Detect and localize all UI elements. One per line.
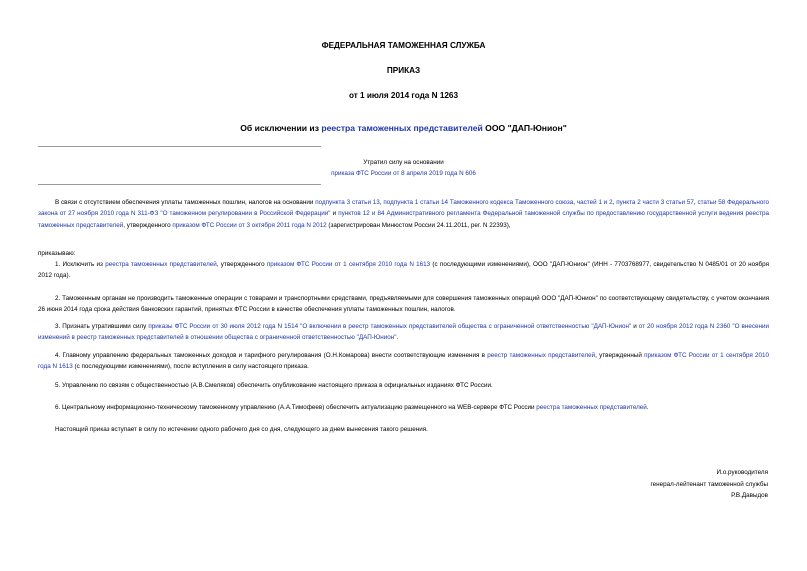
item-text: (с последующими изменениями), после вступления в силу настоящего приказа.	[72, 363, 309, 371]
registry-link[interactable]: реестра таможенных представителей	[536, 404, 647, 411]
signatory-position: И.о.руководителя	[716, 469, 768, 476]
order-link[interactable]: приказом ФТС России от 1 сентября 2010 года N 1613	[266, 261, 431, 268]
item-text: 4. Главному управлению федеральных таможенных доходов и тарифного регулирования (О.Н.Комарова) внести соответствующие изменения в	[55, 352, 488, 359]
divider-top	[38, 146, 321, 147]
item-text: , утвержденный	[595, 352, 645, 359]
intro-paragraph	[38, 197, 769, 231]
status-note	[38, 157, 769, 179]
item-2	[38, 293, 769, 316]
item-text: .	[646, 404, 649, 411]
intro-text: и	[330, 210, 339, 218]
status-note-text: Утратил силу на основании	[363, 159, 444, 166]
signatory-name: Р.В.Давыдов	[731, 492, 768, 499]
item-text: .	[396, 334, 399, 342]
intro-text: ,	[379, 199, 384, 206]
law-link[interactable]: частей 1 и 2	[576, 199, 613, 206]
item-5	[38, 380, 769, 391]
order-link[interactable]: приказом ФТС России от 3 октября 2011 года N 2012	[172, 221, 327, 229]
intro-text: ,	[573, 199, 577, 206]
document-title	[0, 123, 807, 133]
document-type-heading: ПРИКАЗ	[386, 66, 421, 75]
intro-text: (зарегистрирован Минюстом России 24.11.2011, рег. N 22393),	[326, 221, 511, 229]
law-link[interactable]: подпункта 1 статьи 14 Таможенного кодекса Таможенного союза	[383, 199, 574, 206]
law-link[interactable]: статьи 58 Федерального закона от 27 ноября 2010 года N 311-ФЗ "О таможенном регулировании в Российской Федерации"	[38, 199, 770, 218]
signature-block	[560, 467, 768, 502]
item-1	[38, 259, 769, 282]
regulation-link[interactable]: пунктов 12 и 84 Административного регламента Федеральной таможенной службы по предоставлению государственной услуги ведения реестра таможенных представителей	[38, 210, 769, 229]
signatory-rank: генерал-лейтенант таможенной службы	[650, 480, 768, 488]
registry-link[interactable]: реестра таможенных представителей	[105, 261, 217, 268]
item-text: 1. Исключить из	[55, 261, 106, 268]
item-7	[38, 424, 769, 435]
item-3	[38, 321, 769, 344]
law-link[interactable]: пункта 2 части 3 статьи 57	[616, 199, 694, 206]
intro-text: ,	[612, 199, 617, 206]
agency-heading: ФЕДЕРАЛЬНАЯ ТАМОЖЕННАЯ СЛУЖБА	[321, 41, 486, 50]
intro-text: , утвержденного	[123, 221, 173, 229]
item-4	[38, 350, 769, 373]
order-word: приказываю:	[38, 250, 76, 257]
item-text: Настоящий приказ вступает в силу по истечении одного рабочего дня со дня, следующего за днем вынесения такого решения.	[55, 426, 428, 433]
title-suffix: ООО "ДАП-Юнион"	[482, 123, 567, 133]
order-link[interactable]: приказы ФТС России от 30 июля 2012 года N 1514 "О включении в реестр таможенных представителей общества с ограниченной ответственностью "ДАП-Юнион"	[148, 323, 632, 330]
item-text: (с последующими изменениями), ООО "ДАП-Юнион" (ИНН - 7703768977, свидетельство N 0485/01 от 20 ноября 2012 года).	[38, 261, 769, 280]
order-link[interactable]: приказом ФТС России от 1 сентября 2010 года N 1613	[38, 352, 769, 371]
registry-link[interactable]: реестр таможенных представителей	[487, 352, 596, 359]
law-link[interactable]: подпункта 3 статьи 13	[315, 199, 380, 206]
intro-text: В связи с отсутствием обеспечения уплаты таможенных пошлин, налогов на основании	[55, 199, 316, 206]
item-6	[38, 402, 769, 413]
item-text: 5. Управлению по связям с общественностью (А.В.Смеляков) обеспечить опубликование настоящего приказа в официальных изданиях ФТС России.	[55, 382, 493, 389]
title-prefix: Об исключении из	[240, 123, 322, 133]
item-text: 6. Центральному информационно-техническому таможенному управлению (А.А.Тимофеев) обеспечить актуализацию размещенного на WEB-сервере ФТС России	[55, 404, 537, 411]
item-text: и	[631, 323, 639, 330]
intro-text: ,	[693, 199, 698, 206]
divider-bottom	[38, 184, 321, 185]
status-cancel-order-link[interactable]: приказа ФТС России от 8 апреля 2019 года N 606	[331, 170, 476, 177]
item-text: , утвержденного	[216, 261, 267, 268]
document-date-number: от 1 июля 2014 года N 1263	[348, 91, 459, 100]
title-registry-link[interactable]: реестра таможенных представителей	[321, 123, 483, 133]
item-text: 3. Признать утратившими силу	[55, 323, 149, 330]
item-text: 2. Таможенным органам не производить таможенные операции с товарами и транспортными средствами, предъявляемыми для совершения таможенных операций ООО "ДАП-Юнион" по соответствующему свидетельству, с учетом окончания 26 июня 2014 года срока действия банковских гарантий, принятых ФТС России в качестве обеспечения уплаты таможенных пошлин, налогов.	[38, 295, 769, 314]
order-link[interactable]: от 20 ноября 2012 года N 2360 "О внесении изменений в реестр таможенных представителей в отношении общества с ограниченной ответственностью "ДАП-Юнион"	[38, 323, 770, 342]
